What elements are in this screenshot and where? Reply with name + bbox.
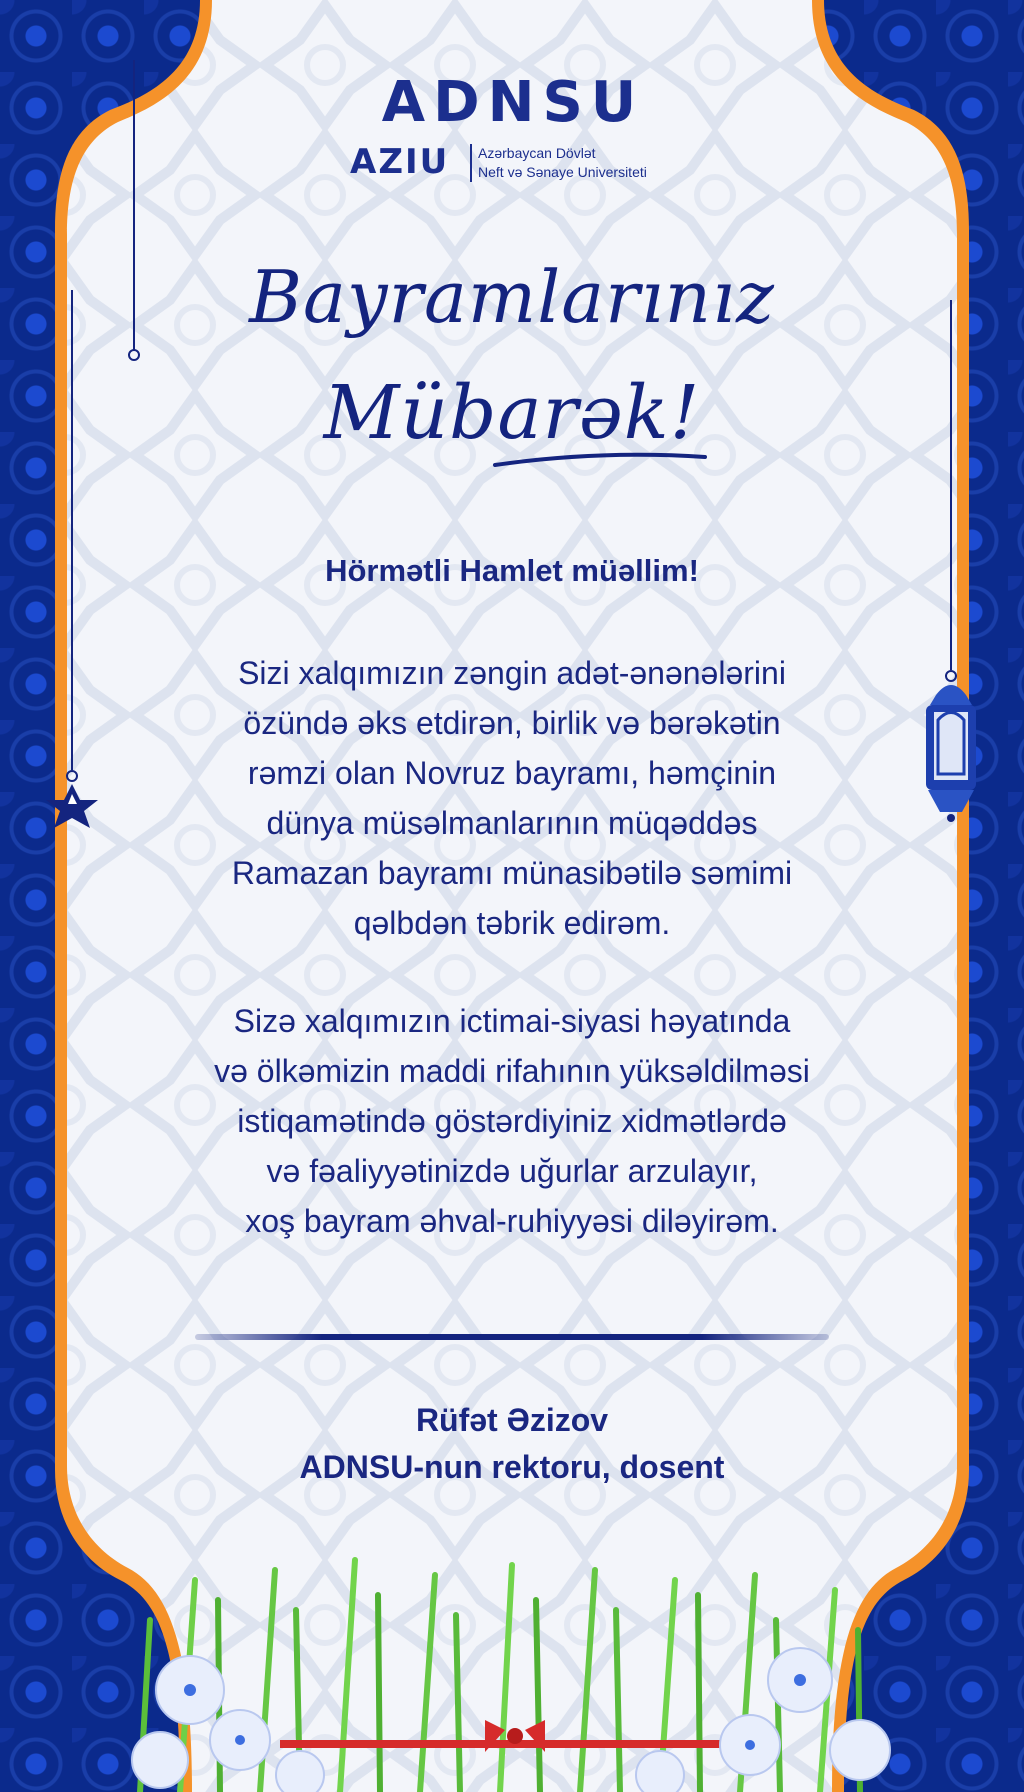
letter-paragraph-2: Sizə xalqımızın ictimai-siyasi həyatında və ölkəmizin maddi rifahının yüksəldilməsi istiqamətində göstərdiyiniz xidmətlərdə və fəaliyyətinizdə uğurlar arzulayır, xoş bayram əhval-ruhiyyəsi diləyirəm. xyxy=(214,1003,810,1239)
signature-title: ADNSU-nun rektoru, dosent xyxy=(299,1449,725,1485)
logo-subtitle-line2: Neft və Sənaye Universiteti xyxy=(478,164,647,180)
university-logo xyxy=(348,70,678,190)
grass-and-flowers-decoration xyxy=(100,1540,924,1792)
greeting-line1: Bayramlarınız xyxy=(249,255,775,339)
greeting-underline-swash xyxy=(490,445,710,475)
salutation: Hörmətli Hamlet müəllim! xyxy=(325,553,699,588)
greeting-line2: Mübarək! xyxy=(323,370,701,456)
logo-wordmark: ADNSU xyxy=(381,70,645,135)
signature-divider xyxy=(195,1334,829,1340)
letter-paragraph-1: Sizi xalqımızın zəngin adət-ənənələrini özündə əks etdirən, birlik və bərəkətin rəmzi olan Novruz bayramı, həmçinin dünya müsəlmanlarının müqəddəs Ramazan bayramı münasibətilə səmimi qəlbdən təbrik edirəm. xyxy=(231,655,793,941)
logo-subtitle-line1: Azərbaycan Dövlət xyxy=(478,145,596,161)
crescent-moon-icon xyxy=(100,60,200,400)
logo-divider xyxy=(470,144,472,182)
signature-name: Rüfət Əzizov xyxy=(415,1402,609,1438)
logo-abbreviation: AZIU xyxy=(350,142,450,182)
